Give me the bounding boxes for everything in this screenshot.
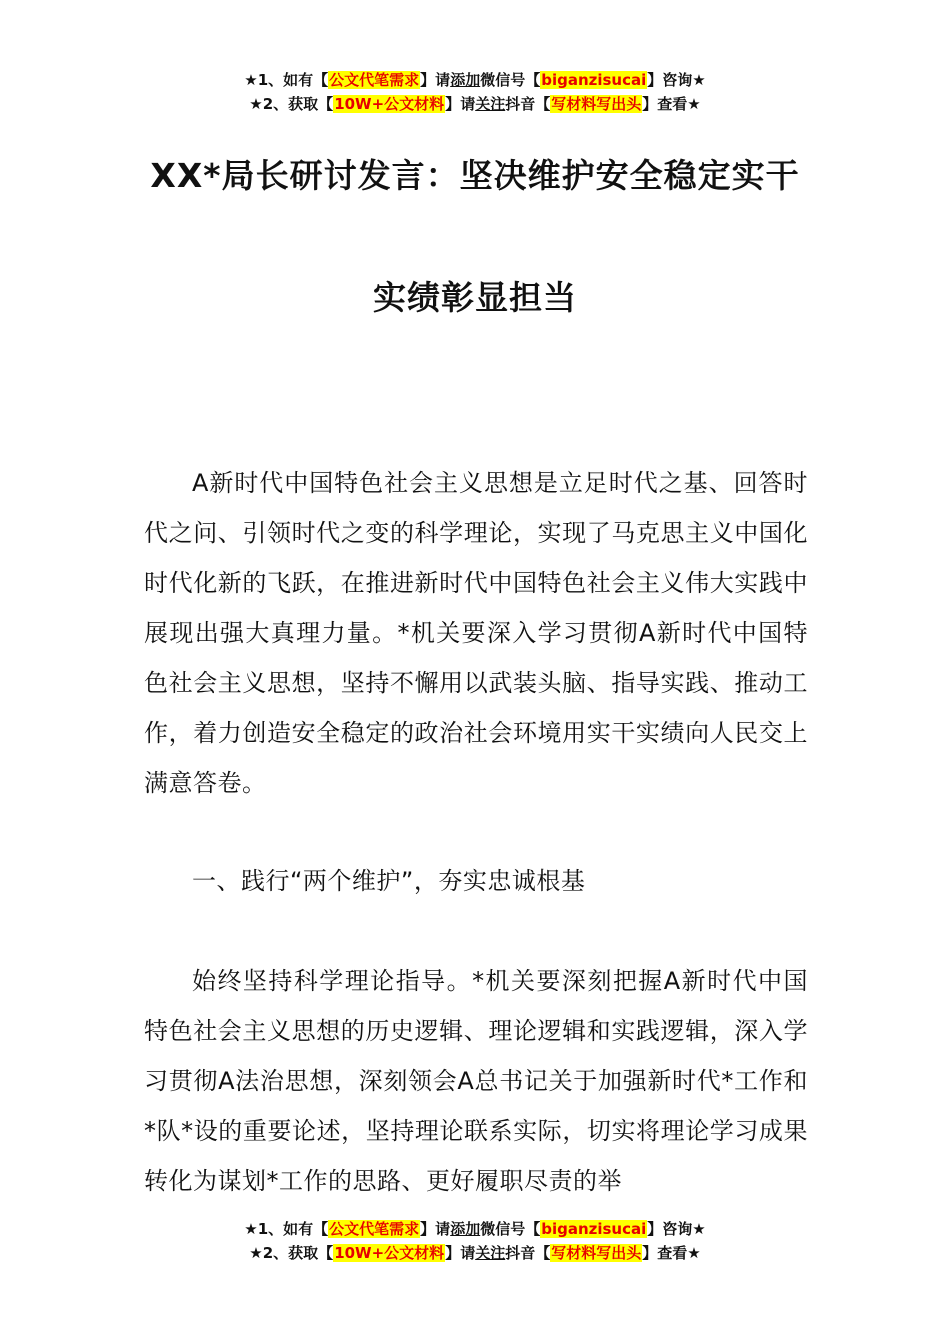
highlight-service: 公文代笔需求 (329, 1220, 420, 1238)
banner-text: 抖音【 (505, 1244, 551, 1262)
banner-line-2 (0, 92, 950, 116)
highlight-materials: 10W+公文材料 (334, 95, 445, 113)
top-banner (0, 68, 950, 116)
banner-text: ★2、获取【 (249, 95, 334, 113)
document-title-line-2: 实绩彰显担当 (373, 278, 577, 317)
banner-underlined-text: 关注 (475, 95, 506, 113)
highlight-materials: 10W+公文材料 (334, 1244, 445, 1262)
body-paragraph-section-1: 始终坚持科学理论指导。*机关要深刻把握A新时代中国特色社会主义思想的历史逻辑、理论逻辑和实践逻辑，深入学习贯彻A法治思想，深刻领会A总书记关于加强新时代*工作和*队*设的重要论述，坚持理论联系实际，切实将理论学习成果转化为谋划*工作的思路、更好履职尽责的举 (144, 967, 808, 1195)
banner-underlined-text: 添加 (450, 71, 481, 89)
banner-text: ★2、获取【 (249, 1244, 334, 1262)
banner-text: 微信号【 (480, 71, 541, 89)
highlight-service: 公文代笔需求 (329, 71, 420, 89)
highlight-douyin-id: 写材料写出头 (551, 1244, 642, 1262)
highlight-wechat-id: biganzisucai (541, 1220, 647, 1238)
banner-text: 】查看★ (642, 1244, 701, 1262)
banner-text: 】请 (445, 1244, 476, 1262)
document-title-line-1: XX*局长研讨发言：坚决维护安全稳定实干 (150, 156, 800, 195)
banner-text: 】查看★ (642, 95, 701, 113)
highlight-wechat-id: biganzisucai (541, 71, 647, 89)
banner-line-2 (0, 1241, 950, 1265)
banner-underlined-text: 关注 (475, 1244, 506, 1262)
banner-text: 】请 (420, 1220, 451, 1238)
banner-line-1 (0, 1217, 950, 1241)
banner-text: 】咨询★ (647, 71, 706, 89)
body-paragraph-intro: A新时代中国特色社会主义思想是立足时代之基、回答时代之问、引领时代之变的科学理论，实现了马克思主义中国化时代化新的飞跃，在推进新时代中国特色社会主义伟大实践中展现出强大真理力量。*机关要深入学习贯彻A新时代中国特色社会主义思想，坚持不懈用以武装头脑、指导实践、推动工作，着力创造安全稳定的政治社会环境用实干实绩向人民交上满意答卷。 (144, 469, 808, 797)
bottom-banner (0, 1217, 950, 1265)
banner-line-1 (0, 68, 950, 92)
highlight-douyin-id: 写材料写出头 (551, 95, 642, 113)
banner-underlined-text: 添加 (450, 1220, 481, 1238)
banner-text: 】请 (445, 95, 476, 113)
banner-text: ★1、如有【 (244, 71, 329, 89)
banner-text: 】咨询★ (647, 1220, 706, 1238)
banner-text: 抖音【 (505, 95, 551, 113)
section-heading: 一、践行“两个维护”，夯实忠诚根基 (192, 867, 586, 895)
banner-text: 】请 (420, 71, 451, 89)
banner-text: 微信号【 (480, 1220, 541, 1238)
banner-text: ★1、如有【 (244, 1220, 329, 1238)
